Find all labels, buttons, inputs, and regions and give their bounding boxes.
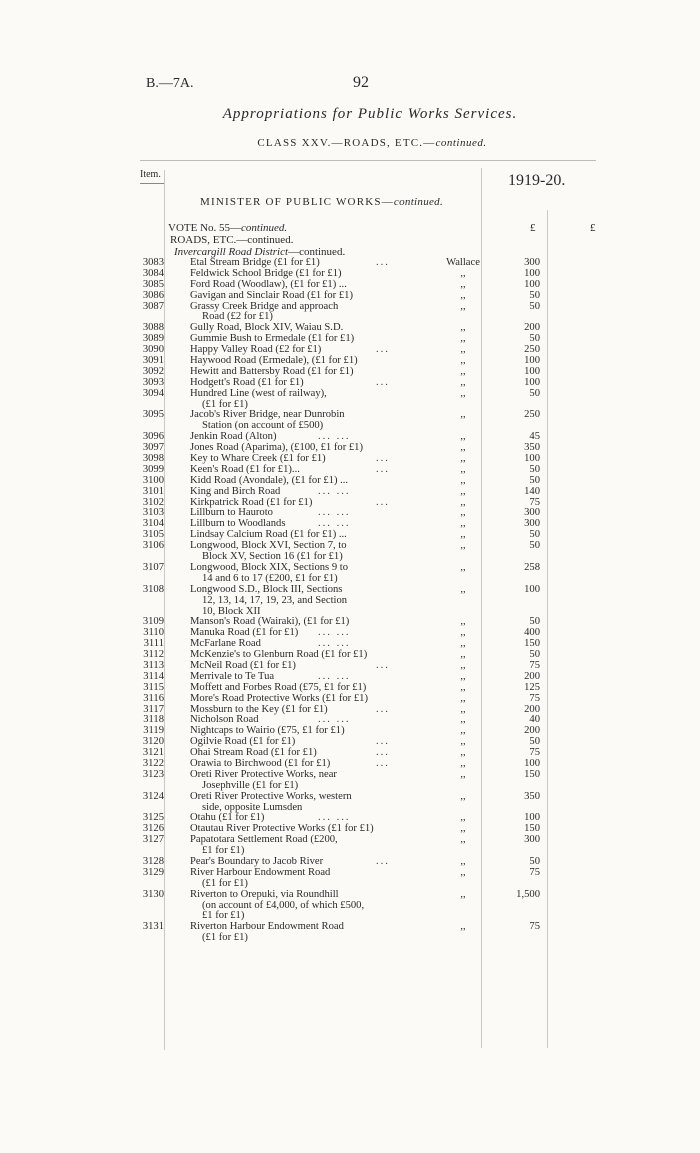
electorate: ,, (460, 834, 466, 846)
table-row (0, 367, 700, 378)
item-number: 3107 (142, 561, 164, 573)
class-heading (0, 137, 700, 149)
vote-heading (168, 222, 287, 234)
item-number: 3124 (142, 790, 164, 802)
item-description: Keen's Road (£1 for £1)... (190, 463, 300, 475)
item-description: (£1 for £1) (202, 877, 248, 889)
electorate: ,, (460, 344, 466, 356)
electorate: ,, (460, 681, 466, 693)
item-description: Key to Whare Creek (£1 for £1) (190, 453, 326, 465)
item-description: Ogilvie Road (£1 for £1) (190, 736, 296, 748)
leader-dots: ... (376, 736, 390, 748)
roads-heading: ROADS, ETC.—continued. (170, 234, 294, 246)
electorate: ,, (460, 790, 466, 802)
item-number: 3123 (142, 768, 164, 780)
amount: 50 (529, 855, 540, 867)
table-row (0, 737, 700, 748)
electorate: ,, (460, 267, 466, 279)
table-row (0, 683, 700, 694)
electorate: ,, (460, 768, 466, 780)
top-rule (140, 160, 596, 161)
leader-dots: ... ... (318, 670, 351, 682)
item-number: 3091 (142, 355, 164, 367)
item-number: 3086 (142, 289, 164, 301)
electorate: ,, (460, 507, 466, 519)
amount: 250 (524, 344, 540, 356)
table-row (0, 596, 700, 607)
amount: 40 (529, 714, 540, 726)
table-row (0, 269, 700, 280)
electorate: ,, (460, 855, 466, 867)
amount: 400 (524, 627, 540, 639)
item-description: Grassy Creek Bridge and approach (190, 300, 339, 312)
item-description: (on account of £4,000, of which £500, (202, 899, 365, 911)
item-description: Feldwick School Bridge (£1 for £1) (190, 267, 342, 279)
item-description: Gavigan and Sinclair Road (£1 for £1) (190, 289, 353, 301)
item-description: Jacob's River Bridge, near Dunrobin (190, 409, 345, 421)
item-description: Nightcaps to Wairio (£75, £1 for £1) (190, 725, 345, 737)
table-row (0, 759, 700, 770)
amount: 50 (529, 300, 540, 312)
pound-col-1: £ (530, 222, 536, 234)
electorate: ,, (460, 540, 466, 552)
leader-dots: ... ... (318, 507, 351, 519)
amount: 75 (529, 496, 540, 508)
amount: 50 (529, 529, 540, 541)
electorate: ,, (460, 376, 466, 388)
item-number: 3117 (143, 703, 164, 715)
leader-dots: ... (376, 659, 390, 671)
table-row (0, 312, 700, 323)
item-description: Station (on account of £500) (202, 420, 324, 432)
item-description: Lillburn to Woodlands (190, 518, 286, 530)
item-description: Josephville (£1 for £1) (202, 779, 299, 791)
leader-dots: ... ... (318, 714, 351, 726)
item-number: 3100 (142, 474, 164, 486)
leader-dots: ... (376, 344, 390, 356)
amount: 100 (524, 453, 540, 465)
table-row (0, 552, 700, 563)
leader-dots: ... ... (318, 638, 351, 650)
leader-dots: ... ... (318, 431, 351, 443)
item-description: Jenkin Road (Alton) (190, 431, 277, 443)
pound-col-2: £ (590, 222, 596, 234)
item-number: 3088 (142, 322, 164, 334)
item-number: 3121 (142, 747, 164, 759)
item-number: 3109 (142, 616, 164, 628)
item-number: 3131 (142, 921, 164, 933)
amount: 75 (529, 747, 540, 759)
table-row (0, 378, 700, 389)
amount: 150 (524, 768, 540, 780)
table-row (0, 846, 700, 857)
item-description: Riverton Harbour Endowment Road (190, 921, 344, 933)
amount: 100 (524, 365, 540, 377)
item-description: Merrivale to Te Tua (190, 670, 275, 682)
table-row (0, 781, 700, 792)
district-cont: —continued. (288, 246, 346, 258)
table-row (0, 857, 700, 868)
item-number: 3120 (142, 736, 164, 748)
electorate: ,, (460, 670, 466, 682)
item-number: 3112 (143, 649, 164, 661)
amount: 45 (529, 431, 540, 443)
item-description: Moffett and Forbes Road (£75, £1 for £1) (190, 681, 367, 693)
item-description: Lillburn to Hauroto (190, 507, 273, 519)
item-description: Haywood Road (Ermedale), (£1 for £1) (190, 355, 358, 367)
leader-dots: ... (376, 855, 390, 867)
vote-cont: continued. (241, 222, 288, 234)
amount: 350 (524, 442, 540, 454)
table-row (0, 585, 700, 596)
item-description: Happy Valley Road (£2 for £1) (190, 344, 322, 356)
table-row (0, 607, 700, 618)
table-row (0, 901, 700, 912)
electorate: ,, (460, 725, 466, 737)
table-row (0, 726, 700, 737)
table-row (0, 291, 700, 302)
item-number: 3093 (142, 376, 164, 388)
item-column-header: Item. (140, 169, 161, 180)
item-description: Oreti River Protective Works, western (190, 790, 352, 802)
amount: 300 (524, 518, 540, 530)
leader-dots: ... ... (318, 518, 351, 530)
amount: 50 (529, 474, 540, 486)
page-number: 92 (353, 74, 369, 91)
leader-dots: ... (376, 376, 390, 388)
electorate: ,, (460, 823, 466, 835)
electorate: ,, (460, 453, 466, 465)
electorate: ,, (460, 659, 466, 671)
electorate: ,, (460, 638, 466, 650)
item-description: Mossburn to the Key (£1 for £1) (190, 703, 328, 715)
electorate: ,, (460, 289, 466, 301)
item-description: River Harbour Endowment Road (190, 866, 331, 878)
electorate: ,, (460, 496, 466, 508)
item-number: 3106 (142, 540, 164, 552)
amount: 50 (529, 616, 540, 628)
page-code: B.—7A. (146, 76, 194, 91)
electorate: ,, (460, 649, 466, 661)
amount: 100 (524, 376, 540, 388)
item-number: 3083 (142, 257, 164, 268)
item-number: 3108 (142, 583, 164, 595)
amount: 50 (529, 333, 540, 345)
item-description: Nicholson Road (190, 714, 259, 726)
table-row (0, 410, 700, 421)
amount: 50 (529, 289, 540, 301)
item-number: 3089 (142, 333, 164, 345)
item-number: 3122 (142, 757, 164, 769)
item-number: 3096 (142, 431, 164, 443)
item-number: 3128 (142, 855, 164, 867)
electorate: ,, (460, 529, 466, 541)
item-description: Etal Stream Bridge (£1 for £1) (190, 257, 320, 268)
table-row (0, 519, 700, 530)
amount: 1,500 (516, 888, 540, 900)
item-description: McKenzie's to Glenburn Road (£1 for £1) (190, 649, 368, 661)
item-number: 3102 (142, 496, 164, 508)
table-row (0, 748, 700, 759)
electorate: ,, (460, 278, 466, 290)
page-title: Appropriations for Public Works Services. (222, 106, 518, 122)
amount: 350 (524, 790, 540, 802)
amount: 100 (524, 812, 540, 824)
electorate: ,, (460, 812, 466, 824)
table-row (0, 454, 700, 465)
electorate: ,, (460, 757, 466, 769)
electorate: ,, (460, 518, 466, 530)
table-row (0, 530, 700, 541)
amount: 140 (524, 485, 540, 497)
item-description: Jones Road (Aparima), (£100, £1 for £1) (190, 442, 363, 454)
item-description: Kirkpatrick Road (£1 for £1) (190, 496, 313, 508)
item-number: 3118 (143, 714, 164, 726)
district-name: Invercargill Road District (174, 246, 289, 258)
item-number: 3127 (142, 834, 164, 846)
item-description: Road (£2 for £1) (202, 311, 273, 323)
amount: 100 (524, 355, 540, 367)
amount: 75 (529, 866, 540, 878)
amount: 100 (524, 757, 540, 769)
table-row (0, 911, 700, 922)
amount: 100 (524, 267, 540, 279)
electorate: ,, (460, 747, 466, 759)
leader-dots: ... (376, 496, 390, 508)
amount: 50 (529, 736, 540, 748)
item-number: 3119 (143, 725, 164, 737)
table-row (0, 541, 700, 552)
table-row (0, 824, 700, 835)
amount: 50 (529, 649, 540, 661)
item-description: Longwood, Block XIX, Sections 9 to (190, 561, 349, 573)
amount: 150 (524, 823, 540, 835)
electorate: ,, (460, 692, 466, 704)
electorate: ,, (460, 921, 466, 933)
amount: 50 (529, 463, 540, 475)
amount: 125 (524, 681, 540, 693)
class-heading-main: CLASS XXV.—ROADS, ETC.— (257, 137, 436, 149)
amount: 200 (524, 725, 540, 737)
item-description: King and Birch Road (190, 485, 281, 497)
amount: 100 (524, 583, 540, 595)
table-row (0, 868, 700, 879)
leader-dots: ... (376, 747, 390, 759)
item-description: (£1 for £1) (202, 398, 248, 410)
item-description: 14 and 6 to 17 (£200, £1 for £1) (202, 572, 338, 584)
electorate: ,, (460, 463, 466, 475)
item-description: £1 for £1) (202, 910, 245, 922)
amount: 150 (524, 638, 540, 650)
item-description: 12, 13, 14, 17, 19, 23, and Section (202, 594, 348, 606)
electorate: Wallace (446, 257, 480, 268)
table-row (0, 563, 700, 574)
table-row (0, 334, 700, 345)
item-number: 3110 (143, 627, 164, 639)
item-description: £1 for £1) (202, 845, 245, 857)
item-description: Hodgett's Road (£1 for £1) (190, 376, 304, 388)
table-row (0, 487, 700, 498)
table-row (0, 400, 700, 411)
item-description: Orawia to Birchwood (£1 for £1) (190, 757, 331, 769)
year-header: 1919-20. (508, 172, 566, 189)
item-description: side, opposite Lumsden (202, 801, 303, 813)
electorate: ,, (460, 485, 466, 497)
electorate: ,, (460, 561, 466, 573)
electorate: ,, (460, 866, 466, 878)
minister-main: MINISTER OF PUBLIC WORKS— (200, 196, 394, 208)
leader-dots: ... (376, 757, 390, 769)
table-row (0, 465, 700, 476)
item-header-underline (140, 183, 164, 184)
leader-dots: ... (376, 257, 390, 268)
leader-dots: ... ... (318, 627, 351, 639)
table-row (0, 302, 700, 313)
item-description: Block XV, Section 16 (£1 for £1) (202, 551, 343, 563)
item-number: 3126 (142, 823, 164, 835)
leader-dots: ... (376, 463, 390, 475)
item-number: 3104 (142, 518, 164, 530)
amount: 300 (524, 507, 540, 519)
leader-dots: ... ... (318, 812, 351, 824)
item-description: More's Road Protective Works (£1 for £1) (190, 692, 368, 704)
item-number: 3085 (142, 278, 164, 290)
item-number: 3125 (142, 812, 164, 824)
item-description: Pear's Boundary to Jacob River (190, 855, 324, 867)
item-number: 3129 (142, 866, 164, 878)
item-number: 3090 (142, 344, 164, 356)
item-number: 3116 (143, 692, 164, 704)
item-description: Longwood S.D., Block III, Sections (190, 583, 343, 595)
item-number: 3101 (142, 485, 164, 497)
electorate: ,, (460, 616, 466, 628)
item-number: 3103 (142, 507, 164, 519)
electorate: ,, (460, 736, 466, 748)
amount: 100 (524, 278, 540, 290)
amount: 50 (529, 540, 540, 552)
amount: 250 (524, 409, 540, 421)
item-description: Kidd Road (Avondale), (£1 for £1) ... (190, 474, 349, 486)
minister-cont: continued. (393, 196, 444, 208)
amount: 258 (524, 561, 540, 573)
amount: 75 (529, 692, 540, 704)
amount: 200 (524, 703, 540, 715)
leader-dots: ... (376, 453, 390, 465)
electorate: ,, (460, 365, 466, 377)
electorate: ,, (460, 387, 466, 399)
table-row (0, 389, 700, 400)
item-number: 3097 (142, 442, 164, 454)
amount: 300 (524, 834, 540, 846)
item-number: 3087 (142, 300, 164, 312)
electorate: ,, (460, 442, 466, 454)
table-row (0, 890, 700, 901)
item-description: Manson's Road (Wairaki), (£1 for £1) (190, 616, 350, 628)
vote-main: VOTE No. 55— (168, 222, 242, 234)
item-number: 3094 (142, 387, 164, 399)
item-number: 3130 (142, 888, 164, 900)
item-number: 3105 (142, 529, 164, 541)
item-number: 3113 (143, 659, 164, 671)
table-row (0, 879, 700, 890)
item-number: 3114 (143, 670, 164, 682)
item-number: 3111 (143, 638, 164, 650)
item-number: 3092 (142, 365, 164, 377)
item-description: Manuka Road (£1 for £1) (190, 627, 299, 639)
electorate: ,, (460, 322, 466, 334)
item-description: McFarlane Road (190, 638, 261, 650)
electorate: ,, (460, 431, 466, 443)
item-number: 3099 (142, 463, 164, 475)
item-description: Oreti River Protective Works, near (190, 768, 337, 780)
item-description: McNeil Road (£1 for £1) (190, 659, 296, 671)
table-row (0, 792, 700, 803)
item-number: 3095 (142, 409, 164, 421)
electorate: ,, (460, 300, 466, 312)
item-description: Otautau River Protective Works (£1 for £1) (190, 823, 374, 835)
appropriation-rows (0, 258, 700, 944)
item-number: 3115 (143, 681, 164, 693)
table-row (0, 715, 700, 726)
item-description: Ford Road (Woodlaw), (£1 for £1) ... (190, 278, 347, 290)
item-description: Longwood, Block XVI, Section 7, to (190, 540, 347, 552)
item-number: 3098 (142, 453, 164, 465)
class-heading-cont: continued. (435, 137, 487, 149)
electorate: ,, (460, 409, 466, 421)
item-description: Gummie Bush to Ermedale (£1 for £1) (190, 333, 355, 345)
table-row (0, 694, 700, 705)
electorate: ,, (460, 714, 466, 726)
amount: 50 (529, 387, 540, 399)
electorate: ,, (460, 888, 466, 900)
amount: 300 (524, 257, 540, 268)
item-description: Lindsay Calcium Road (£1 for £1) ... (190, 529, 347, 541)
leader-dots: ... ... (318, 485, 351, 497)
electorate: ,, (460, 583, 466, 595)
table-row (0, 933, 700, 944)
table-row (0, 770, 700, 781)
table-row (0, 258, 700, 269)
item-description: Ohai Stream Road (£1 for £1) (190, 747, 317, 759)
item-description: Riverton to Orepuki, via Roundhill (190, 888, 339, 900)
electorate: ,, (460, 474, 466, 486)
item-description: (£1 for £1) (202, 932, 248, 944)
item-description: Papatotara Settlement Road (£200, (190, 834, 338, 846)
amount: 75 (529, 921, 540, 933)
item-number: 3084 (142, 267, 164, 279)
table-row (0, 443, 700, 454)
item-description: Hewitt and Battersby Road (£1 for £1) (190, 365, 354, 377)
amount: 200 (524, 670, 540, 682)
table-row (0, 574, 700, 585)
amount: 200 (524, 322, 540, 334)
item-description: Hundred Line (west of railway), (190, 387, 327, 399)
amount: 75 (529, 659, 540, 671)
electorate: ,, (460, 703, 466, 715)
leader-dots: ... (376, 703, 390, 715)
item-description: Gully Road, Block XIV, Waiau S.D. (190, 322, 344, 334)
item-description: 10, Block XII (202, 605, 261, 617)
item-description: Otahu (£1 for £1) (190, 812, 265, 824)
table-row (0, 650, 700, 661)
table-row (0, 922, 700, 933)
electorate: ,, (460, 627, 466, 639)
minister-heading (200, 196, 443, 208)
table-row (0, 835, 700, 846)
electorate: ,, (460, 333, 466, 345)
electorate: ,, (460, 355, 466, 367)
